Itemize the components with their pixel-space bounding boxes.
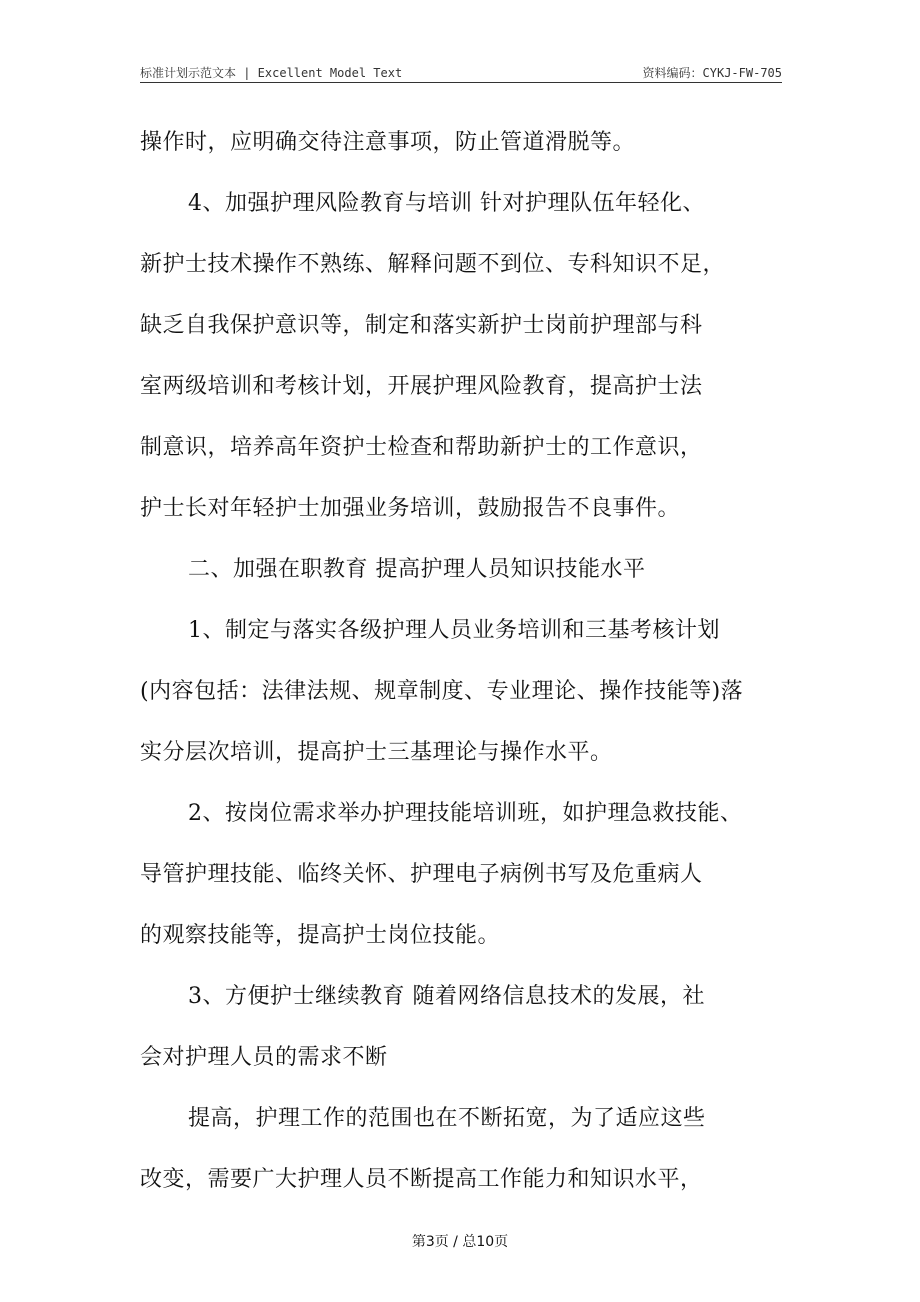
paragraph-line: 新护士技术操作不熟练、解释问题不到位、专科知识不足， bbox=[140, 252, 726, 277]
paragraph-line: 2、按岗位需求举办护理技能培训班，如护理急救技能、 bbox=[188, 801, 743, 826]
header-doc-code: 资料编码：CYKJ-FW-705 bbox=[642, 66, 782, 80]
paragraph-line: 护士长对年轻护士加强业务培训，鼓励报告不良事件。 bbox=[140, 496, 681, 521]
paragraph-line: 会对护理人员的需求不断 bbox=[140, 1045, 388, 1070]
paragraph-line: 提高，护理工作的范围也在不断拓宽，为了适应这些 bbox=[188, 1106, 706, 1131]
section-heading: 二、加强在职教育 提高护理人员知识技能水平 bbox=[188, 557, 646, 582]
paragraph-line: 制意识，培养高年资护士检查和帮助新护士的工作意识， bbox=[140, 435, 703, 460]
paragraph-line: 3、方便护士继续教育 随着网络信息技术的发展，社 bbox=[188, 984, 705, 1009]
paragraph-line: 改变，需要广大护理人员不断提高工作能力和知识水平， bbox=[140, 1167, 703, 1192]
page-number: 第3页 / 总10页 bbox=[411, 1234, 509, 1250]
paragraph-line: 缺乏自我保护意识等，制定和落实新护士岗前护理部与科 bbox=[140, 313, 703, 338]
header-doc-title: 标准计划示范文本 | Excellent Model Text bbox=[140, 66, 403, 80]
paragraph-line: 导管护理技能、临终关怀、护理电子病例书写及危重病人 bbox=[140, 862, 703, 887]
paragraph-line: 室两级培训和考核计划，开展护理风险教育，提高护士法 bbox=[140, 374, 703, 399]
page-header bbox=[140, 60, 782, 83]
paragraph-line: 1、制定与落实各级护理人员业务培训和三基考核计划 bbox=[188, 618, 720, 643]
paragraph-line: 的观察技能等，提高护士岗位技能。 bbox=[140, 923, 501, 948]
paragraph-line: 操作时，应明确交待注意事项，防止管道滑脱等。 bbox=[140, 130, 636, 155]
paragraph-line: (内容包括：法律法规、规章制度、专业理论、操作技能等)落 bbox=[140, 679, 744, 704]
paragraph-line: 4、加强护理风险教育与培训 针对护理队伍年轻化、 bbox=[188, 191, 705, 216]
document-body bbox=[140, 120, 790, 1218]
paragraph-line: 实分层次培训，提高护士三基理论与操作水平。 bbox=[140, 740, 613, 765]
